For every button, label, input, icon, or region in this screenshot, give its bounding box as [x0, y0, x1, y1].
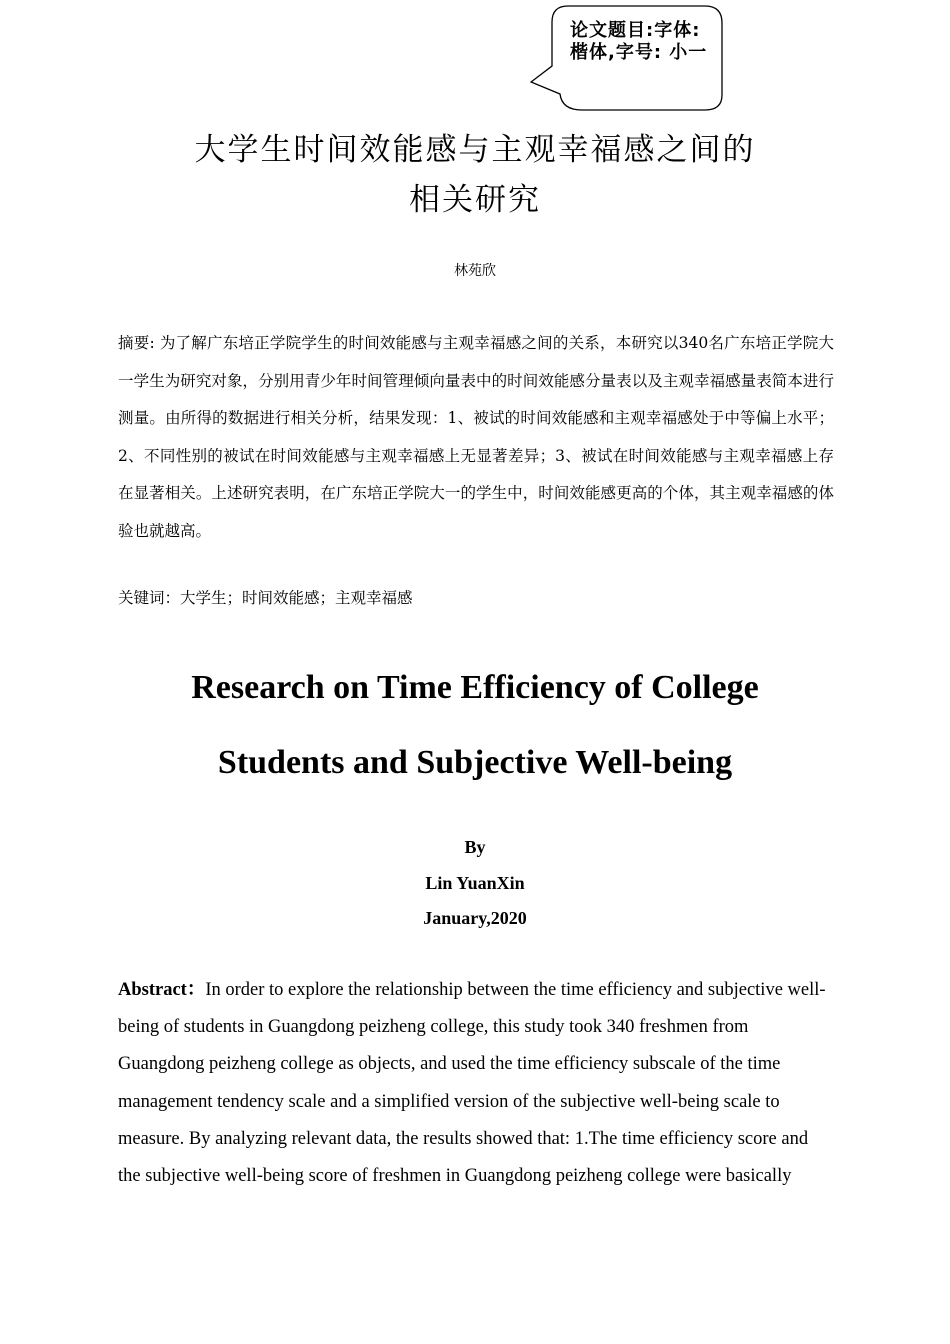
chinese-title	[150, 125, 800, 225]
english-title	[100, 650, 850, 800]
chinese-title-line-2: 相关研究	[409, 182, 541, 218]
chinese-keywords	[118, 584, 834, 612]
chinese-keywords-label: 关键词	[118, 589, 165, 607]
english-abstract	[118, 972, 834, 1195]
chinese-abstract-label: 摘要	[118, 334, 150, 352]
chinese-abstract-text: : 为了解广东培正学院学生的时间效能感与主观幸福感之间的关系，本研究以340名广东培正学院大一学生为研究对象，分别用青少年时间管理倾向量表中的时间效能感分量表以及主观幸福感量表简本进行测量。由所得的数据进行相关分析，结果发现：1、被试的时间效能感和主观幸福感处于中等偏上水平；2、不同性别的被试在时间效能感与主观幸福感上无显著差异；3、被试在时间效能感与主观幸福感上存在显著相关。上述研究表明，在广东培正学院大一的学生中，时间效能感更高的个体，其主观幸福感的体验也就越高。	[118, 334, 834, 540]
english-title-line-2: Students and Subjective Well-being	[217, 744, 733, 781]
annotation-callout	[530, 2, 723, 110]
annotation-text: 论文题目:字体:楷体,字号: 小一	[570, 20, 708, 63]
english-title-line-1: Research on Time Efficiency of College	[191, 669, 759, 706]
chinese-abstract	[118, 325, 834, 550]
english-abstract-label: Abstract：	[118, 980, 206, 1000]
english-date: January,2020	[423, 908, 527, 928]
english-by: By	[464, 837, 486, 857]
chinese-title-line-1: 大学生时间效能感与主观幸福感之间的	[194, 132, 756, 168]
english-author: Lin YuanXin	[425, 873, 525, 893]
chinese-keywords-text: ：大学生；时间效能感；主观幸福感	[164, 589, 413, 607]
chinese-author: 林苑欣	[454, 263, 496, 279]
english-abstract-text: In order to explore the relationship between the time efficiency and subjective well-being of students in Guangdong peizheng college, this study took 340 freshmen from Guangdong peizheng college as objects, and used the time efficiency subscale of the time management tendency scale and a simplified version of the subjective well-being scale to measure. By analyzing relevant data, the results showed that: 1.The time efficiency score and the subjective well-being score of freshmen in Guangdong peizheng college were basically	[118, 980, 826, 1187]
